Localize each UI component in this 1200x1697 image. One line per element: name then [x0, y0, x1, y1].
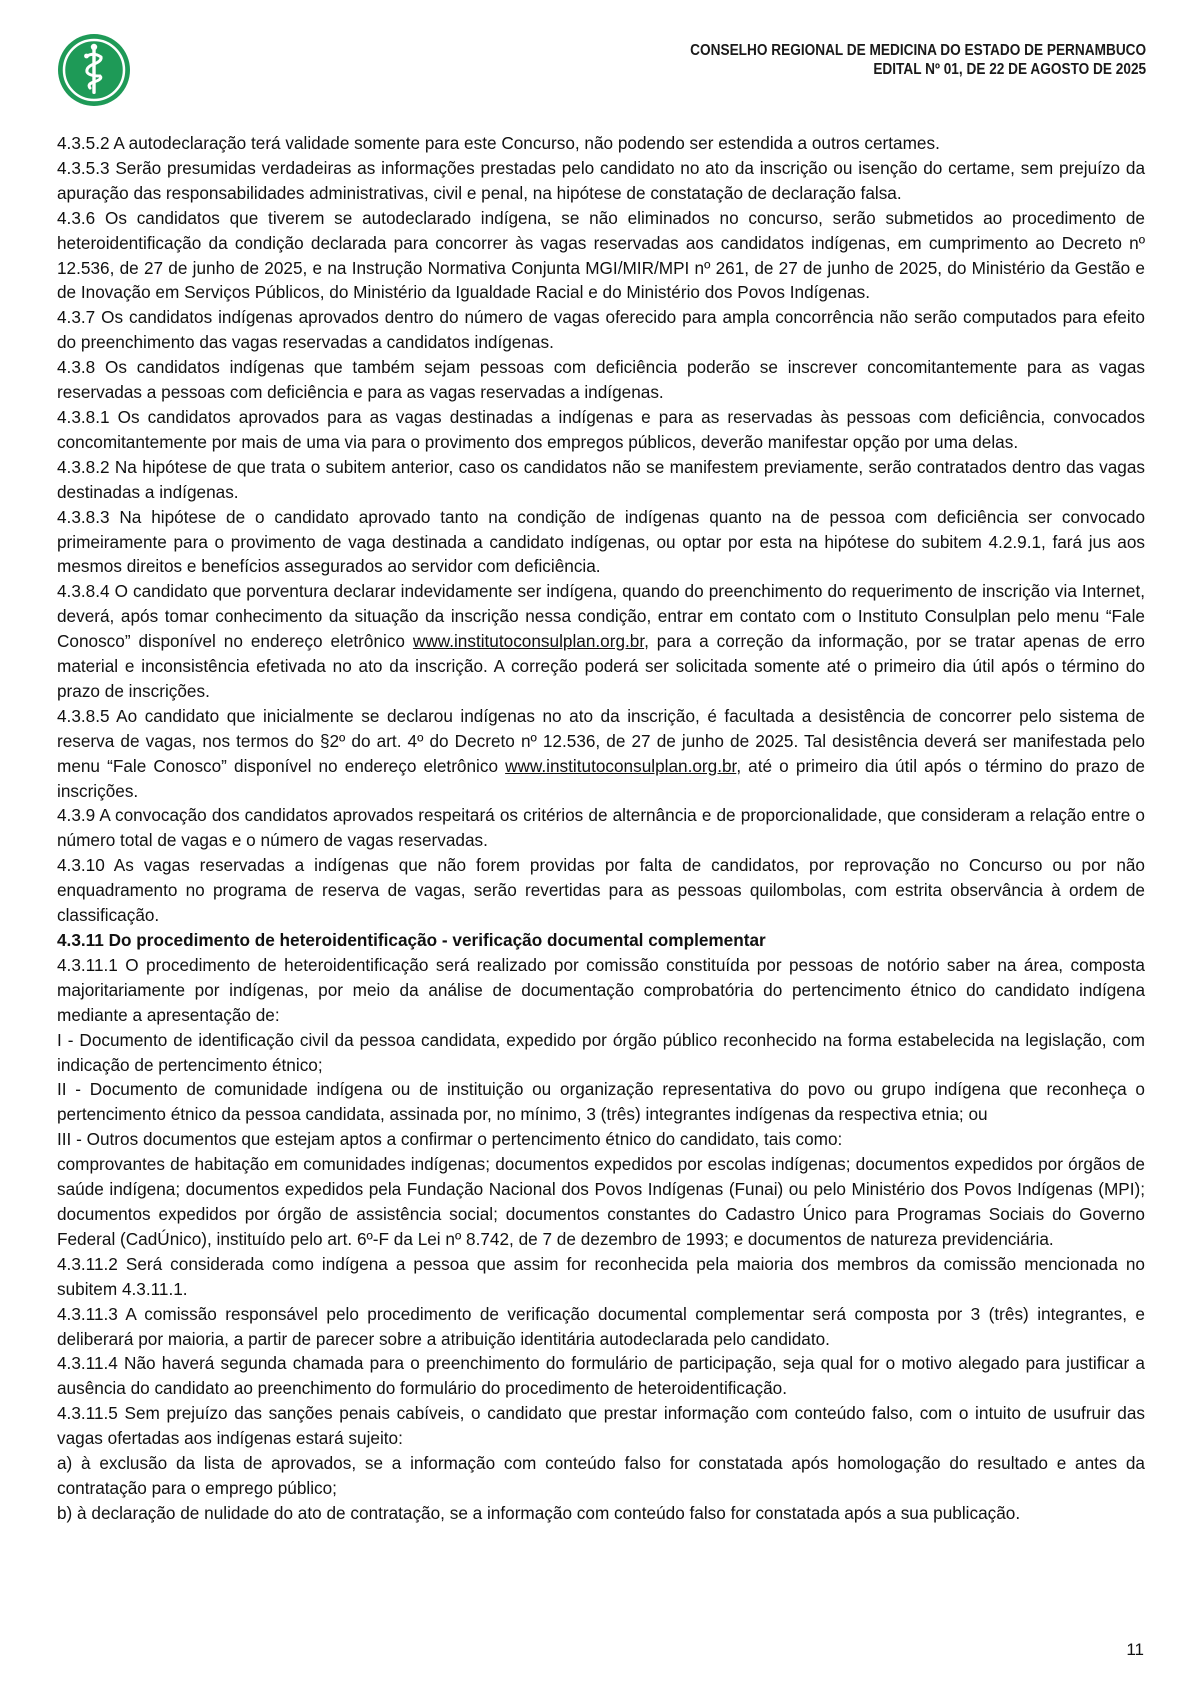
paragraph-4-3-8-2: 4.3.8.2 Na hipótese de que trata o subitem anterior, caso os candidatos não se manifestem previamente, serão contratados dentro das vagas destinadas a indígenas.	[57, 456, 1145, 502]
consulplan-link[interactable]: www.institutoconsulplan.org.br	[505, 755, 737, 776]
paragraph-documents-list: comprovantes de habitação em comunidades indígenas; documentos expedidos por escolas indígenas; documentos expedidos por órgãos de saúde indígena; documentos expedidos pela Fundação Nacional dos Povos Indígenas (Funai) ou pelo Ministério dos Povos Indígenas (MPI); documentos expedidos por órgão de assistência social; documentos constantes do Cadastro Único para Programas Sociais do Governo Federal (CadÚnico), instituído pelo art. 6º-F da Lei nº 8.742, de 7 de dezembro de 1993; e documentos de natureza previdenciária.	[57, 1154, 1145, 1249]
paragraph-4-3-7: 4.3.7 Os candidatos indígenas aprovados dentro do número de vagas oferecido para ampla concorrência não serão computados para efeito do preenchimento das vagas reservadas a candidatos indígenas.	[57, 307, 1145, 353]
paragraph-4-3-5-3: 4.3.5.3 Serão presumidas verdadeiras as informações prestadas pelo candidato no ato da inscrição ou isenção do certame, sem prejuízo da apuração das responsabilidades administrativas, civil e penal, na hipótese de constatação de declaração falsa.	[57, 157, 1145, 203]
list-item-b: b) à declaração de nulidade do ato de contratação, se a informação com conteúdo falso for constatada após a sua publicação.	[57, 1502, 1021, 1523]
header-org: CONSELHO REGIONAL DE MEDICINA DO ESTADO DE PERNAMBUCO	[690, 42, 1146, 59]
paragraph-4-3-11-5: 4.3.11.5 Sem prejuízo das sanções penais cabíveis, o candidato que prestar informação com conteúdo falso, com o intuito de usufruir das vagas ofertadas aos indígenas estará sujeito:	[57, 1403, 1145, 1449]
paragraph-text: 4.3.8.5 Ao candidato que inicialmente se declarou indígenas no ato da inscrição, é facultada a desistência de concorrer pelo sistema de reserva de vagas, nos termos do §2º do art. 4º do Decreto nº 12.536, de 27 de junho de 2025. Tal desistência deverá ser manifestada pelo menu “Fale Conosco” disponível no endereço eletrônico	[57, 705, 1145, 776]
document-body	[57, 131, 1145, 1526]
section-heading-4-3-11: 4.3.11 Do procedimento de heteroidentificação - verificação documental complementar	[57, 930, 766, 950]
paragraph-4-3-8: 4.3.8 Os candidatos indígenas que também sejam pessoas com deficiência poderão se inscrever concomitantemente para as vagas reservadas a pessoas com deficiência e para as vagas reservadas a indígenas.	[57, 357, 1145, 403]
list-item-i: I - Documento de identificação civil da pessoa candidata, expedido por órgão público reconhecido na forma estabelecida na legislação, com indicação de pertencimento étnico;	[57, 1029, 1145, 1075]
paragraph-4-3-11-2: 4.3.11.2 Será considerada como indígena a pessoa que assim for reconhecida pela maioria dos membros da comissão mencionada no subitem 4.3.11.1.	[57, 1253, 1145, 1299]
list-item-ii: II - Documento de comunidade indígena ou de instituição ou organização representativa do povo ou grupo indígena que reconheça o pertencimento étnico da pessoa candidata, assinada por, no mínimo, 3 (três) integrantes indígenas da respectiva etnia; ou	[57, 1079, 1145, 1125]
page-number: 11	[1126, 1640, 1144, 1659]
paragraph-text: , para a correção da informação, por se tratar apenas de erro material e inconsistência efetivada no ato da inscrição. A correção poderá ser solicitada somente até o primeiro dia útil após o término do prazo de inscrições.	[57, 631, 1145, 701]
list-item-a: a) à exclusão da lista de aprovados, se a informação com conteúdo falso for constatada após homologação do resultado e antes da contratação para o emprego público;	[57, 1453, 1145, 1498]
document-header	[628, 41, 1146, 79]
paragraph-4-3-10: 4.3.10 As vagas reservadas a indígenas que não forem providas por falta de candidatos, por reprovação no Concurso ou por não enquadramento no programa de reserva de vagas, serão revertidas para as pessoas quilombolas, com estrita observância à ordem de classificação.	[57, 855, 1145, 926]
paragraph-text: , até o primeiro dia útil após o término do prazo de inscrições.	[57, 755, 1145, 801]
paragraph-text: 4.3.8.4 O candidato que porventura declarar indevidamente ser indígena, quando do preenchimento do requerimento de inscrição via Internet, deverá, após tomar conhecimento da situação da inscrição nessa condição, entrar em contato com o Instituto Consulplan pelo menu “Fale Conosco” disponível no endereço eletrônico	[57, 581, 1145, 652]
paragraph-4-3-11-1: 4.3.11.1 O procedimento de heteroidentificação será realizado por comissão constituída por pessoas de notório saber na área, composta majoritariamente por indígenas, por meio da análise de documentação comprobatória do pertencimento étnico do candidato indígena mediante a apresentação de:	[57, 954, 1145, 1025]
cremepe-logo	[56, 32, 132, 108]
header-edital: EDITAL Nº 01, DE 22 DE AGOSTO DE 2025	[873, 61, 1146, 78]
consulplan-link[interactable]: www.institutoconsulplan.org.br	[412, 631, 645, 652]
list-item-iii: III - Outros documentos que estejam aptos a confirmar o pertencimento étnico do candidato, tais como:	[57, 1129, 843, 1150]
paragraph-4-3-5-2: 4.3.5.2 A autodeclaração terá validade somente para este Concurso, não podendo ser estendida a outros certames.	[57, 133, 940, 153]
paragraph-4-3-11-4: 4.3.11.4 Não haverá segunda chamada para o preenchimento do formulário de participação, seja qual for o motivo alegado para justificar a ausência do candidato ao preenchimento do formulário do procedimento de heteroidentificação.	[57, 1353, 1145, 1399]
paragraph-4-3-8-5	[57, 704, 1145, 804]
paragraph-4-3-9: 4.3.9 A convocação dos candidatos aprovados respeitará os critérios de alternância e de proporcionalidade, que consideram a relação entre o número total de vagas e o número de vagas reservadas.	[57, 805, 1145, 851]
paragraph-4-3-8-1: 4.3.8.1 Os candidatos aprovados para as vagas destinadas a indígenas e para as reservadas às pessoas com deficiência, convocados concomitantemente por mais de uma via para o provimento dos empregos públicos, deverão manifestar opção por uma delas.	[57, 406, 1145, 452]
paragraph-4-3-6: 4.3.6 Os candidatos que tiverem se autodeclarado indígena, se não eliminados no concurso, serão submetidos ao procedimento de heteroidentificação da condição declarada para concorrer às vagas reservadas aos candidatos indígenas, em cumprimento ao Decreto nº 12.536, de 27 de junho de 2025, e na Instrução Normativa Conjunta MGI/MIR/MPI nº 261, de 27 de junho de 2025, do Ministério da Gestão e de Inovação em Serviços Públicos, do Ministério da Igualdade Racial e do Ministério dos Povos Indígenas.	[57, 207, 1145, 303]
paragraph-4-3-8-4	[57, 579, 1145, 704]
paragraph-4-3-11-3: 4.3.11.3 A comissão responsável pelo procedimento de verificação documental complementar será composta por 3 (três) integrantes, e deliberará por maioria, a partir de parecer sobre a atribuição identitária autodeclarada pelo candidato.	[57, 1303, 1145, 1349]
paragraph-4-3-8-3: 4.3.8.3 Na hipótese de o candidato aprovado tanto na condição de indígenas quanto na de pessoa com deficiência ser convocado primeiramente para o provimento de vaga destinada a candidato indígenas, ou optar por esta na hipótese do subitem 4.2.9.1, fará jus aos mesmos direitos e benefícios assegurados ao servidor com deficiência.	[57, 506, 1145, 577]
